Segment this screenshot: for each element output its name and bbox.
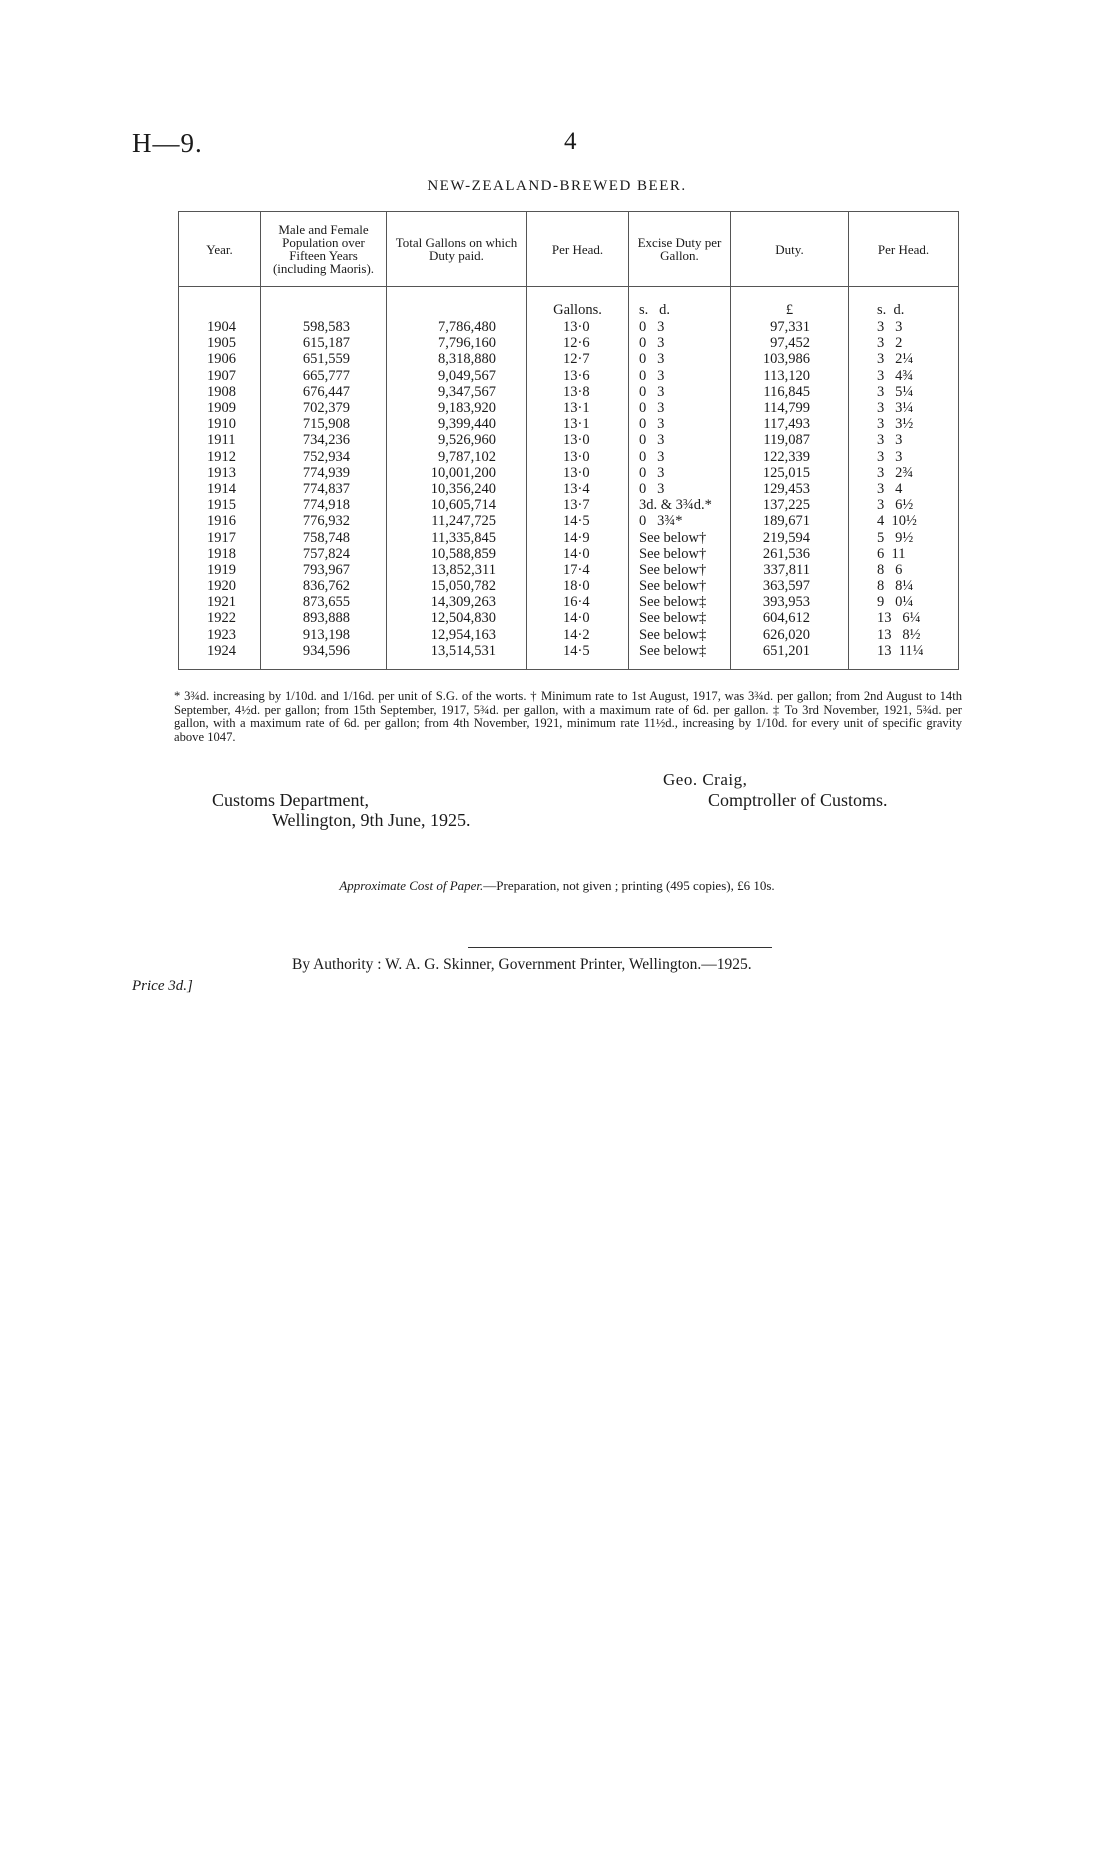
cell-per-head-duty: 13 6¼ [849,610,959,626]
header-excise-duty: Excise Duty per Gallon. [629,212,731,287]
cell-per-head-duty: 3 6½ [849,497,959,513]
cell-gallons: 13,514,531 [387,643,527,670]
cell-year: 1913 [179,465,261,481]
cell-excise: 0 3 [629,416,731,432]
cell-year: 1906 [179,351,261,367]
cell-gallons: 11,335,845 [387,529,527,545]
cell-per-head-duty: 13 11¼ [849,643,959,670]
cell-duty: 129,453 [731,481,849,497]
cell-population: 776,932 [261,513,387,529]
cell-per-head-gallons: 13·1 [527,416,629,432]
cell-year: 1912 [179,449,261,465]
cell-year: 1914 [179,481,261,497]
cell-per-head-gallons: 14·9 [527,529,629,545]
price: Price 3d.] [132,978,193,994]
cell-per-head-duty: 13 8½ [849,627,959,643]
table-row [179,578,959,594]
cell-excise: 0 3¾* [629,513,731,529]
table-row [179,594,959,610]
table-row [179,432,959,448]
cell-year: 1910 [179,416,261,432]
cell-per-head-gallons: 17·4 [527,562,629,578]
table-row [179,400,959,416]
cell-per-head-duty: 8 8¼ [849,578,959,594]
cell-year: 1904 [179,319,261,335]
cell-population: 793,967 [261,562,387,578]
cell-duty: 626,020 [731,627,849,643]
cell-per-head-gallons: 14·0 [527,546,629,562]
cell-excise: See below† [629,546,731,562]
cell-duty: 337,811 [731,562,849,578]
cell-per-head-gallons: 12·6 [527,335,629,351]
table-row [179,513,959,529]
cell-excise: See below‡ [629,627,731,643]
cell-gallons: 10,356,240 [387,481,527,497]
table-row [179,643,959,670]
cost-of-paper [0,878,1114,894]
cell-excise: 0 3 [629,368,731,384]
cell-per-head-duty: 3 3¼ [849,400,959,416]
cell-gallons: 10,588,859 [387,546,527,562]
cell-per-head-duty: 9 0¼ [849,594,959,610]
cell-per-head-duty: 3 3 [849,449,959,465]
cell-year: 1905 [179,335,261,351]
cell-gallons: 9,347,567 [387,384,527,400]
cell-year: 1921 [179,594,261,610]
table-row [179,416,959,432]
cell-excise: 3d. & 3¾d.* [629,497,731,513]
cell-excise: 0 3 [629,319,731,335]
cell-per-head-gallons: 13·1 [527,400,629,416]
table-row [179,335,959,351]
cell-population: 774,918 [261,497,387,513]
cell-population: 913,198 [261,627,387,643]
cell-duty: 261,536 [731,546,849,562]
cell-per-head-gallons: 14·5 [527,513,629,529]
cell-per-head-duty: 3 2¾ [849,465,959,481]
unit-per-head: s. d. [849,301,959,319]
cell-per-head-duty: 3 5¼ [849,384,959,400]
cell-gallons: 15,050,782 [387,578,527,594]
cell-year: 1916 [179,513,261,529]
cell-excise: 0 3 [629,465,731,481]
table-row [179,610,959,626]
cell-per-head-duty: 4 10½ [849,513,959,529]
cell-population: 665,777 [261,368,387,384]
cell-year: 1909 [179,400,261,416]
cell-duty: 117,493 [731,416,849,432]
cell-gallons: 10,605,714 [387,497,527,513]
cell-population: 873,655 [261,594,387,610]
cell-duty: 97,331 [731,319,849,335]
cell-per-head-gallons: 14·0 [527,610,629,626]
cell-per-head-gallons: 13·4 [527,481,629,497]
cell-gallons: 9,049,567 [387,368,527,384]
page-number: 4 [564,128,577,155]
table-row [179,384,959,400]
cell-year: 1907 [179,368,261,384]
header-total-gallons: Total Gallons on which Duty paid. [387,212,527,287]
cell-gallons: 12,954,163 [387,627,527,643]
place-date: Wellington, 9th June, 1925. [272,810,471,830]
cost-text: —Preparation, not given ; printing (495 copies), £6 10s. [483,878,775,893]
cell-population: 934,596 [261,643,387,670]
unit-excise: s. d. [629,301,731,319]
cell-population: 758,748 [261,529,387,545]
document-code: H—9. [132,128,203,158]
cell-gallons: 13,852,311 [387,562,527,578]
cell-gallons: 11,247,725 [387,513,527,529]
cell-excise: 0 3 [629,449,731,465]
table-row [179,465,959,481]
printer-authority: By Authority : W. A. G. Skinner, Government Printer, Wellington.—1925. [292,956,752,973]
cell-per-head-gallons: 13·0 [527,432,629,448]
signatory-name: Geo. Craig, [663,770,748,789]
cell-excise: 0 3 [629,400,731,416]
units-row [179,301,959,319]
cell-excise: 0 3 [629,481,731,497]
cell-excise: See below‡ [629,594,731,610]
cell-excise: 0 3 [629,335,731,351]
header-per-head-gallons: Per Head. [527,212,629,287]
cell-per-head-gallons: 13·0 [527,449,629,465]
cell-per-head-duty: 5 9½ [849,529,959,545]
table-body [179,287,959,670]
table-row [179,562,959,578]
cell-duty: 125,015 [731,465,849,481]
table-header-row [179,212,959,287]
cell-per-head-gallons: 13·0 [527,319,629,335]
cell-per-head-gallons: 13·0 [527,465,629,481]
cell-duty: 97,452 [731,335,849,351]
cell-duty: 119,087 [731,432,849,448]
cell-per-head-gallons: 13·7 [527,497,629,513]
cell-excise: See below‡ [629,610,731,626]
cell-population: 774,939 [261,465,387,481]
cell-gallons: 9,399,440 [387,416,527,432]
cell-duty: 116,845 [731,384,849,400]
cost-label: Approximate Cost of Paper. [339,878,484,893]
cell-per-head-duty: 3 3½ [849,416,959,432]
cell-per-head-duty: 6 11 [849,546,959,562]
header-population: Male and Female Population over Fifteen Years (including Maoris). [261,212,387,287]
cell-gallons: 7,796,160 [387,335,527,351]
cell-gallons: 14,309,263 [387,594,527,610]
cell-population: 651,559 [261,351,387,367]
header-year: Year. [179,212,261,287]
cell-population: 836,762 [261,578,387,594]
cell-excise: 0 3 [629,384,731,400]
cell-duty: 219,594 [731,529,849,545]
cell-population: 757,824 [261,546,387,562]
header-per-head-duty: Per Head. [849,212,959,287]
cell-per-head-gallons: 13·8 [527,384,629,400]
table-row [179,319,959,335]
cell-excise: See below† [629,562,731,578]
cell-excise: See below† [629,578,731,594]
cell-gallons: 9,526,960 [387,432,527,448]
spacer-row [179,287,959,302]
department: Customs Department, [212,790,369,810]
cell-duty: 189,671 [731,513,849,529]
cell-population: 702,379 [261,400,387,416]
cell-per-head-gallons: 12·7 [527,351,629,367]
table-row [179,529,959,545]
divider-rule [468,947,772,948]
cell-duty: 103,986 [731,351,849,367]
cell-population: 734,236 [261,432,387,448]
table-title: NEW-ZEALAND-BREWED BEER. [427,178,687,194]
cell-duty: 137,225 [731,497,849,513]
cell-duty: 114,799 [731,400,849,416]
signatory-title: Comptroller of Customs. [708,790,888,810]
table-row [179,351,959,367]
table-row [179,368,959,384]
cell-duty: 122,339 [731,449,849,465]
cell-per-head-gallons: 18·0 [527,578,629,594]
cell-per-head-duty: 3 4¾ [849,368,959,384]
cell-per-head-gallons: 14·2 [527,627,629,643]
cell-year: 1923 [179,627,261,643]
footnotes: * 3¾d. increasing by 1/10d. and 1/16d. per unit of S.G. of the worts. † Minimum rate to 1st August, 1917, was 3¾d. per gallon; from 2nd August to 14th September, 4½d. per gallon; from 15th September, 1917, 5¾d. per gallon, with a maximum rate of 6d. per gallon. ‡ To 3rd November, 1921, 5¾d. per gallon, with a maximum rate of 6d. per gallon; from 4th November, 1921, minimum rate 11½d., increasing by 1/10d. for every unit of specific gravity above 1047. [174,689,962,744]
cell-year: 1917 [179,529,261,545]
cell-population: 774,837 [261,481,387,497]
unit-gallons: Gallons. [527,301,629,319]
table-row [179,627,959,643]
cell-gallons: 7,786,480 [387,319,527,335]
cell-year: 1920 [179,578,261,594]
cell-excise: 0 3 [629,432,731,448]
cell-year: 1919 [179,562,261,578]
cell-year: 1922 [179,610,261,626]
table-row [179,481,959,497]
cell-population: 715,908 [261,416,387,432]
cell-excise: 0 3 [629,351,731,367]
cell-population: 598,583 [261,319,387,335]
cell-population: 752,934 [261,449,387,465]
table-row [179,449,959,465]
cell-duty: 604,612 [731,610,849,626]
cell-excise: See below‡ [629,643,731,670]
header-duty: Duty. [731,212,849,287]
cell-population: 615,187 [261,335,387,351]
cell-population: 893,888 [261,610,387,626]
cell-year: 1911 [179,432,261,448]
cell-excise: See below† [629,529,731,545]
table-row [179,497,959,513]
cell-year: 1924 [179,643,261,670]
cell-year: 1918 [179,546,261,562]
cell-per-head-duty: 3 2¼ [849,351,959,367]
cell-year: 1908 [179,384,261,400]
cell-gallons: 8,318,880 [387,351,527,367]
cell-per-head-duty: 3 2 [849,335,959,351]
cell-year: 1915 [179,497,261,513]
cell-per-head-gallons: 14·5 [527,643,629,670]
beer-table [178,211,959,670]
cell-duty: 113,120 [731,368,849,384]
cell-gallons: 10,001,200 [387,465,527,481]
cell-gallons: 9,183,920 [387,400,527,416]
cell-duty: 363,597 [731,578,849,594]
cell-gallons: 12,504,830 [387,610,527,626]
cell-duty: 393,953 [731,594,849,610]
cell-duty: 651,201 [731,643,849,670]
cell-per-head-duty: 3 4 [849,481,959,497]
unit-duty: £ [731,301,849,319]
cell-per-head-duty: 8 6 [849,562,959,578]
cell-per-head-gallons: 13·6 [527,368,629,384]
cell-per-head-duty: 3 3 [849,319,959,335]
cell-population: 676,447 [261,384,387,400]
cell-gallons: 9,787,102 [387,449,527,465]
cell-per-head-duty: 3 3 [849,432,959,448]
table-row [179,546,959,562]
cell-per-head-gallons: 16·4 [527,594,629,610]
